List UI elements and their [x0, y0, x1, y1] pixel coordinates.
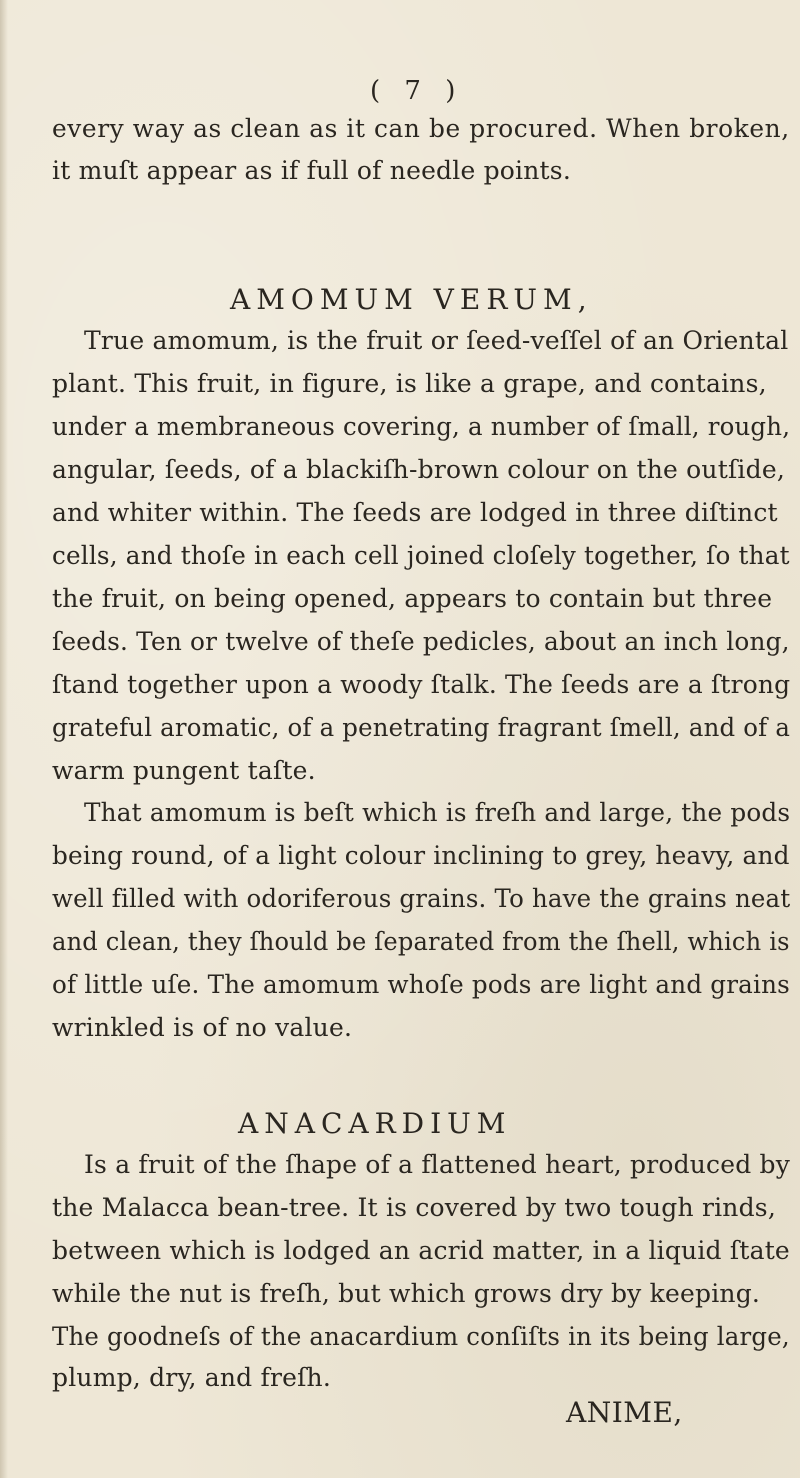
page-number: ( 7 ) [370, 76, 464, 106]
text-line: every way as clean as it can be procured. When broken, [52, 114, 790, 143]
text-line: under a membraneous covering, a number of ſmall, rough, [52, 412, 791, 441]
text-line: ſtand together upon a woody ſtalk. The ſeeds are a ſtrong [52, 670, 791, 699]
text-line: being round, of a light colour inclining to grey, heavy, and [52, 841, 790, 870]
text-line: and whiter within. The ſeeds are lodged in three diſtinct [52, 498, 778, 527]
text-line: angular, ſeeds, of a blackiſh-brown colour on the outſide, [52, 455, 785, 484]
text-line: grateful aromatic, of a penetrating fragrant ſmell, and of a [52, 713, 791, 742]
text-line: while the nut is freſh, but which grows dry by keeping. [52, 1279, 761, 1308]
text-line: and clean, they ſhould be ſeparated from the ſhell, which is [52, 927, 790, 956]
text-line: warm pungent taſte. [52, 756, 316, 785]
text-line: between which is lodged an acrid matter, in a liquid ſtate [52, 1236, 790, 1265]
text-line: True amomum, is the fruit or ſeed-veſſel of an Oriental [84, 326, 789, 355]
text-line: wrinkled is of no value. [52, 1013, 353, 1042]
text-line: plump, dry, and freſh. [52, 1363, 332, 1392]
text-line: plant. This fruit, in figure, is like a grape, and contains, [52, 369, 767, 398]
page-edge-shadow [0, 0, 8, 1478]
section-heading-amomum: AMOMUM VERUM, [230, 283, 593, 316]
section-heading-anacardium: ANACARDIUM [238, 1107, 512, 1140]
text-line: well filled with odoriferous grains. To have the grains neat [52, 884, 791, 913]
text-line: of little uſe. The amomum whoſe pods are light and grains [52, 970, 790, 999]
text-line: the fruit, on being opened, appears to contain but three [52, 584, 773, 613]
text-line: The goodneſs of the anacardium conſiſts in its being large, [52, 1322, 790, 1351]
text-line: it muſt appear as if full of needle points. [52, 156, 571, 185]
text-line: ſeeds. Ten or twelve of theſe pedicles, about an inch long, [52, 627, 790, 656]
text-line: the Malacca bean-tree. It is covered by two tough rinds, [52, 1193, 776, 1222]
catchword: ANIME, [566, 1396, 683, 1429]
text-line: That amomum is beſt which is freſh and large, the pods [84, 798, 791, 827]
text-line: Is a fruit of the ſhape of a flattened heart, produced by [84, 1150, 791, 1179]
text-line: cells, and thoſe in each cell joined cloſely together, ſo that [52, 541, 790, 570]
